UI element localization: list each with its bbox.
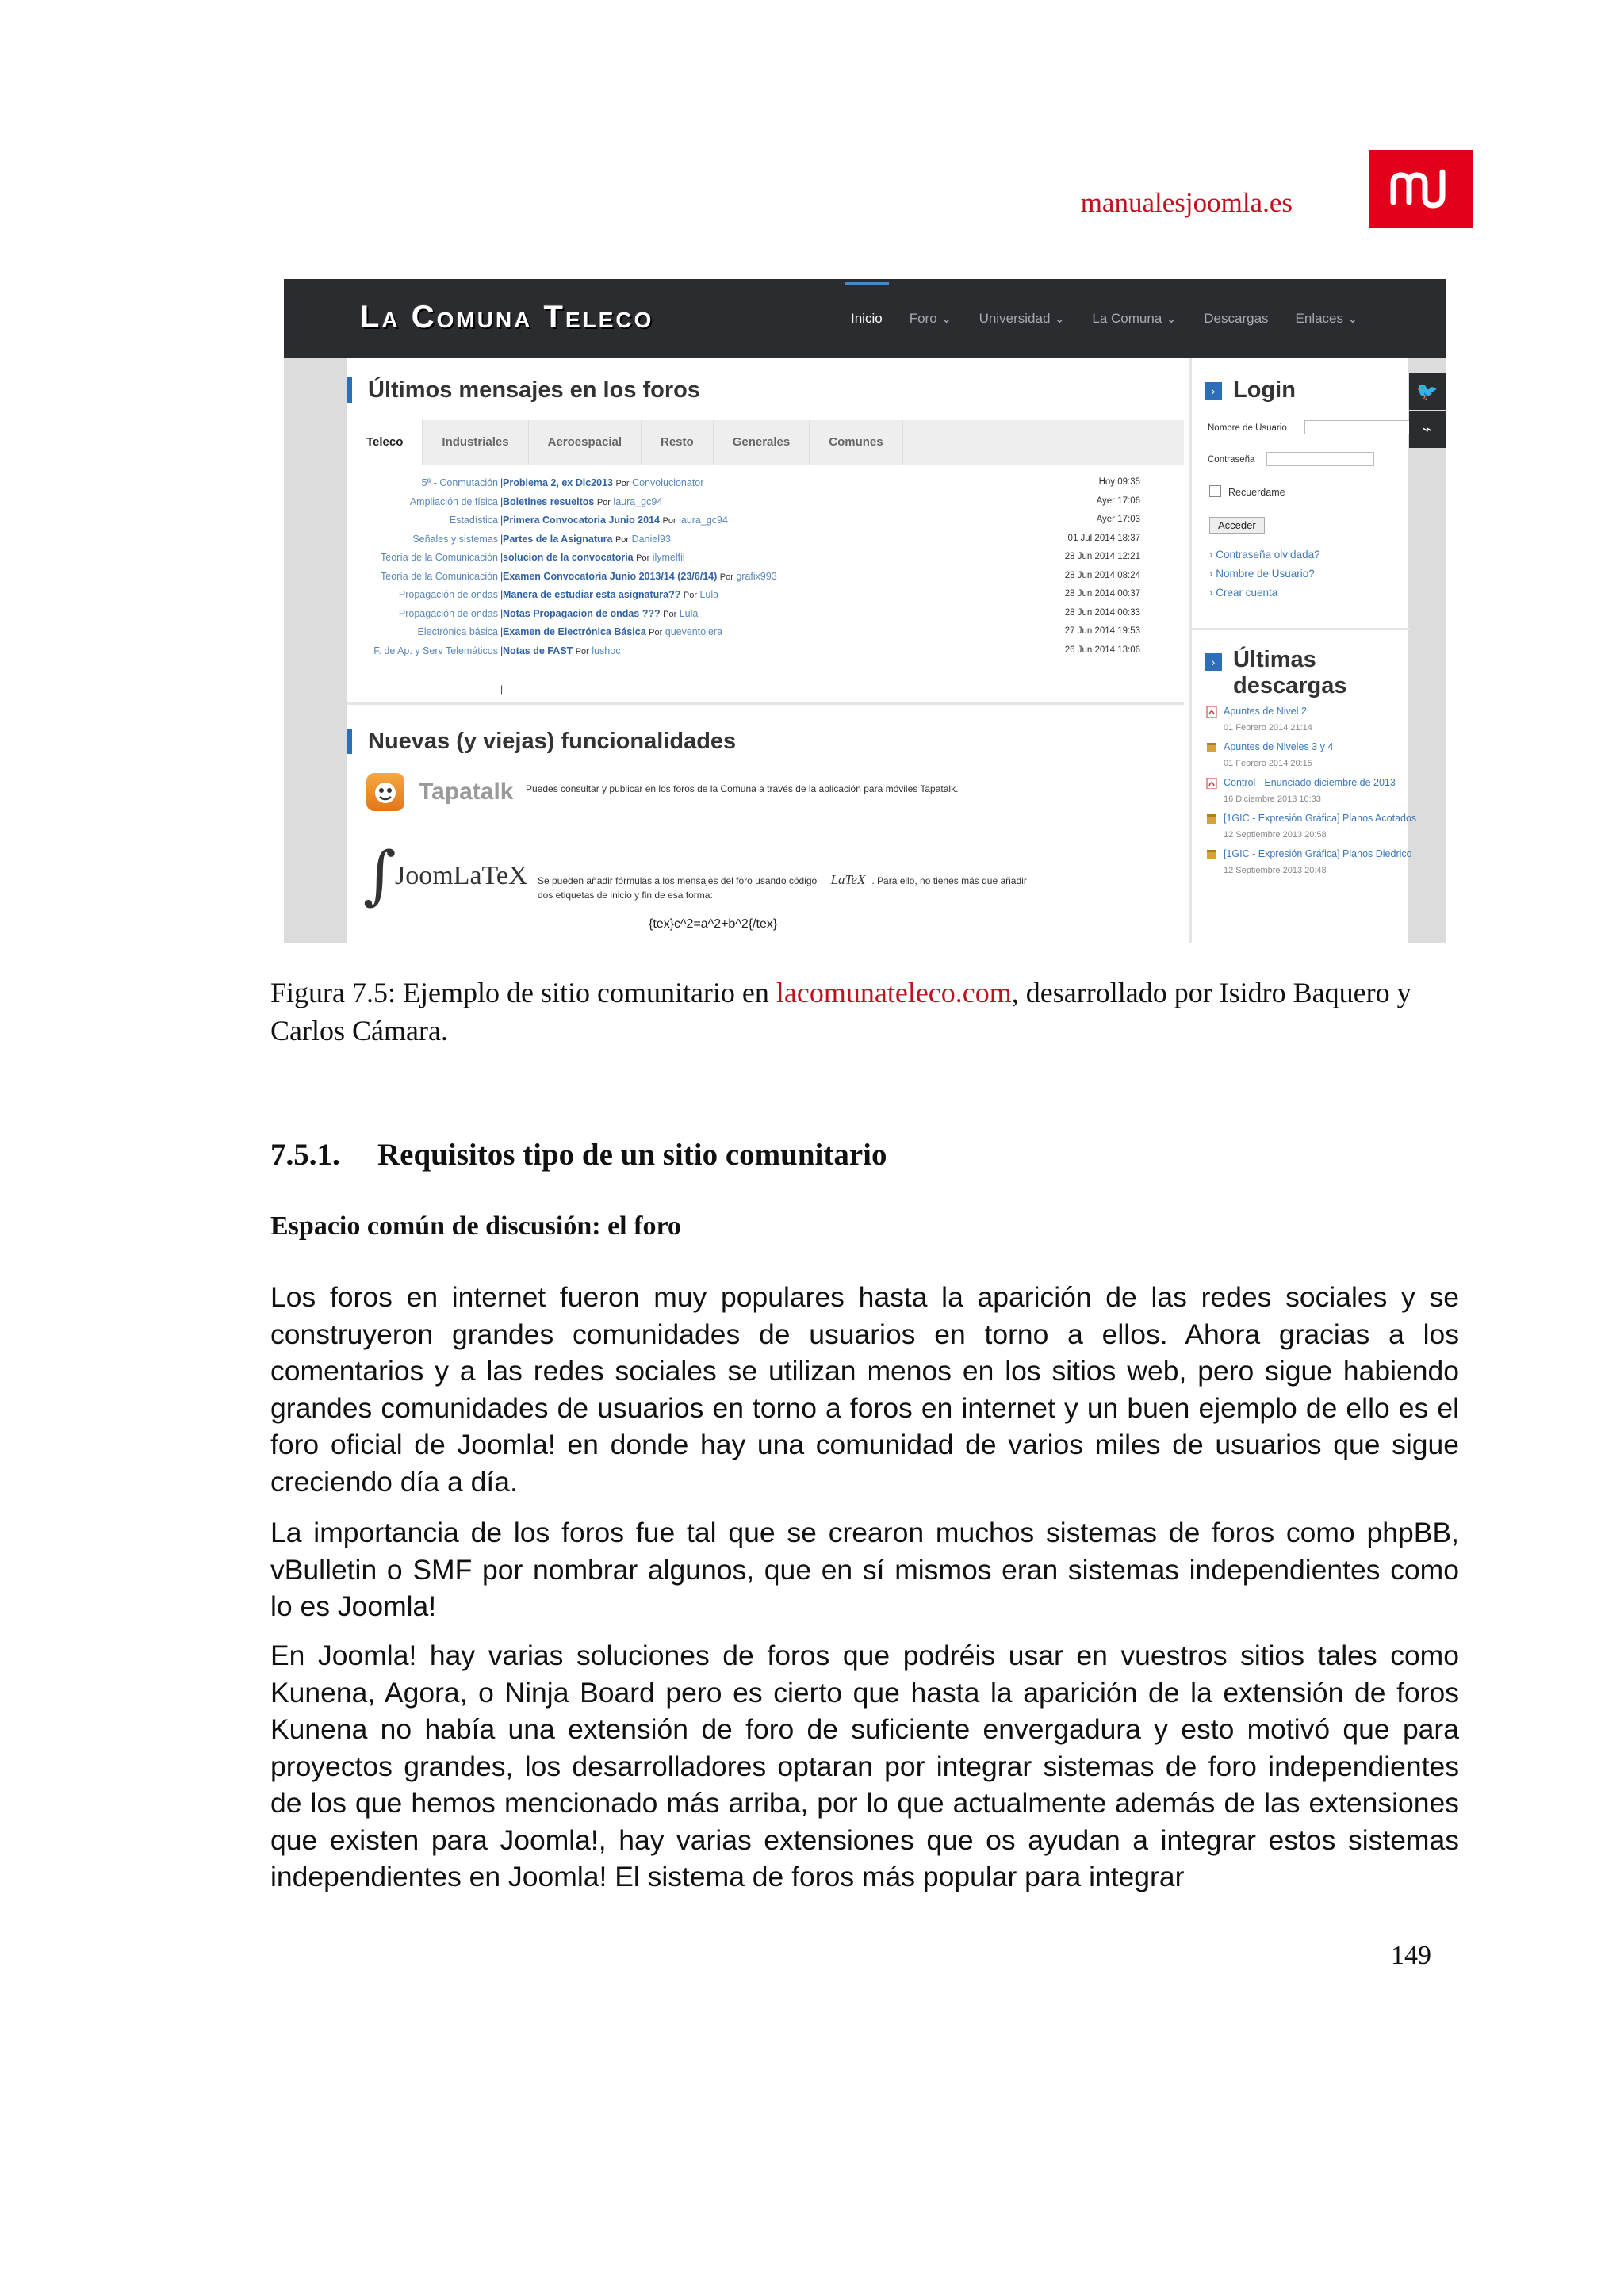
integral-icon: ∫ [363, 838, 396, 912]
forum-date: 28 Jun 2014 00:37 [1064, 589, 1140, 599]
archive-icon [1206, 849, 1217, 860]
download-title[interactable]: Control - Enunciado diciembre de 2013 [1224, 777, 1396, 788]
forum-topic[interactable]: Partes de la Asignatura Por Daniel93 [503, 533, 671, 545]
forum-user: Daniel93 [631, 533, 671, 545]
forum-user: queventolera [665, 626, 723, 637]
tapatalk-description: Puedes consultar y publicar en los foros de la Comuna a través de la aplicación para móviles Tapatalk. [526, 783, 959, 794]
forum-row[interactable]: Electrónica básica | Examen de Electrónica Básica Por queventolera 27 Jun 2014 19:53 [417, 626, 1140, 637]
nav-foro[interactable]: Foro ⌄ [909, 311, 952, 326]
forum-user: grafix993 [736, 570, 777, 582]
forum-category[interactable]: Estadística [449, 515, 498, 526]
forum-topic[interactable]: Examen de Electrónica Básica Por queventolera [503, 626, 723, 637]
forum-category[interactable]: F. de Ap. y Serv Telemáticos [373, 645, 498, 656]
forum-category[interactable]: Teoría de la Comunicación [381, 570, 498, 582]
forum-row[interactable]: F. de Ap. y Serv Telemáticos | Notas de FAST Por lushoc 26 Jun 2014 13:06 [373, 645, 1140, 656]
nav-inicio[interactable]: Inicio [851, 311, 883, 326]
tab-teleco[interactable]: Teleco [347, 420, 423, 465]
page-number: 149 [1391, 1941, 1431, 1970]
remember-checkbox[interactable] [1209, 485, 1221, 497]
twitter-icon: 🐦 [1416, 381, 1438, 401]
download-date: 12 Septiembre 2013 20:58 [1224, 830, 1327, 840]
paragraph-2: La importancia de los foros fue tal que se crearon muchos sistemas de foros como phpBB, vBulletin o SMF por nombrar algunos, que en sí mismos eran sistemas independientes como lo es Joomla! [270, 1517, 1459, 1622]
section-heading [270, 1137, 1460, 1173]
chevron-down-icon: ⌄ [1054, 311, 1066, 326]
nav-la-comuna[interactable]: La Comuna ⌄ [1092, 311, 1178, 326]
create-account-link[interactable]: › Crear cuenta [1209, 587, 1278, 599]
forum-date: Ayer 17:03 [1096, 515, 1140, 524]
chevron-down-icon: ⌄ [1166, 311, 1178, 326]
forum-date: 01 Jul 2014 18:37 [1067, 533, 1140, 543]
forum-row[interactable]: Estadística | Primera Convocatoria Junio 2014 Por laura_gc94 Ayer 17:03 [449, 515, 1140, 526]
remember-label: Recuerdame [1228, 487, 1285, 498]
caption-link[interactable]: lacomunateleco.com [776, 977, 1012, 1008]
paragraph-1: Los foros en internet fueron muy populares hasta la aparición de las redes sociales y se construyeron grandes comunidades de usuarios en torno a ellos. Ahora gracias a los comentarios y a las redes sociales se utilizan menos en los sitios web, pero sigue habiendo grandes comunidades de usuarios en torno a foros en internet y un buen ejemplo de ello es el foro oficial de Joomla! en donde hay una comunidad de varios miles de usuarios que sigue creciendo día a día. [270, 1281, 1459, 1498]
forum-user: laura_gc94 [613, 496, 663, 507]
tapatalk-name: Tapatalk [419, 779, 514, 805]
forum-row[interactable]: Propagación de ondas | Manera de estudiar esta asignatura?? Por Lula 28 Jun 2014 00:37 [398, 589, 1140, 600]
forum-topic[interactable]: Manera de estudiar esta asignatura?? Por Lula [503, 589, 719, 600]
rss-icon: ⌁ [1422, 421, 1433, 438]
forum-topic[interactable]: Problema 2, ex Dic2013 Por Convolucionator [503, 477, 704, 488]
mj-logo [1369, 150, 1473, 228]
forum-category[interactable]: Ampliación de física [409, 496, 498, 507]
download-title[interactable]: [1GIC - Expresión Gráfica] Planos Acotados [1224, 813, 1417, 824]
login-title: Login [1233, 377, 1296, 403]
download-title[interactable]: Apuntes de Niveles 3 y 4 [1224, 741, 1334, 752]
site-brand-logo[interactable]: La Comuna Teleco [360, 300, 654, 335]
joomlatex-name: JoomLaTeX [395, 861, 528, 890]
download-date: 12 Septiembre 2013 20:48 [1224, 866, 1327, 875]
forum-category[interactable]: Propagación de ondas [398, 589, 498, 600]
download-title[interactable]: [1GIC - Expresión Gráfica] Planos Diedrico [1224, 848, 1412, 859]
subsection-heading: Espacio común de discusión: el foro [270, 1211, 681, 1241]
tab-aeroespacial[interactable]: Aeroespacial [529, 420, 642, 465]
forum-row[interactable]: Teoría de la Comunicación | solucion de la convocatoria Por ilymelfil 28 Jun 2014 12:21 [381, 552, 1140, 563]
paragraph-3: En Joomla! hay varias soluciones de foros que podréis usar en vuestros sitios tales como Kunena, Agora, o Ninja Board pero es cierto que hasta la aparición de la extensión de foros Kunena no había una extensión de foro de suficiente envergadura y esto motivó que para proyectos grandes, los desarrolladores optaran por integrar sistemas de foro independientes de los que hemos mencionado más arriba, por lo que actualmente además de las extensiones que existen para Joomla!, hay varias extensiones que os ayudan a integrar estos sistemas independientes en Joomla! El sistema de foros más popular para integrar [270, 1640, 1459, 1892]
latex-description: Se pueden añadir fórmulas a los mensajes del foro usando código LaTeX . Para ello, no tienes más que añadir [538, 872, 1027, 887]
login-arrow-icon: › [1205, 382, 1222, 400]
forum-user: ilymelfil [652, 552, 685, 563]
site-name: manualesjoomla.es [1080, 187, 1293, 218]
figure-caption: Figura 7.5: Ejemplo de sitio comunitario en lacomunateleco.com, desarrollado por Isidro Baquero y Carlos Cámara. [270, 977, 1411, 1047]
forum-date: 26 Jun 2014 13:06 [1064, 645, 1140, 655]
forum-row[interactable]: 5ª - Conmutación | Problema 2, ex Dic2013 Por Convolucionator Hoy 09:35 [421, 477, 1140, 488]
username-label: Nombre de Usuario [1208, 423, 1287, 433]
section-title: Requisitos tipo de un sitio comunitario [377, 1138, 887, 1172]
archive-icon [1206, 813, 1217, 825]
download-date: 01 Febrero 2014 21:14 [1224, 723, 1312, 733]
login-submit-button[interactable]: Acceder [1209, 517, 1265, 534]
password-label: Contraseña [1208, 455, 1255, 465]
section-number: 7.5.1. [270, 1138, 340, 1172]
forum-user: laura_gc94 [679, 515, 728, 526]
pdf-icon [1206, 706, 1217, 718]
forum-topic[interactable]: Notas de FAST Por lushoc [503, 645, 621, 656]
forum-topic[interactable]: solucion de la convocatoria Por ilymelfil [503, 552, 685, 563]
forum-section-title: Últimos mensajes en los foros [347, 377, 700, 403]
forum-topic[interactable]: Examen Convocatoria Junio 2013/14 (23/6/14) Por grafix993 [503, 570, 777, 582]
download-title[interactable]: Apuntes de Nivel 2 [1224, 706, 1307, 717]
right-column [1189, 358, 1417, 943]
nav-descargas[interactable]: Descargas [1204, 311, 1269, 326]
site-top-bar [284, 279, 1446, 358]
mj-logo-icon [1369, 150, 1473, 228]
forum-category[interactable]: Propagación de ondas [398, 607, 498, 619]
section-divider [347, 702, 1184, 705]
forgot-password-link[interactable]: › Contraseña olvidada? [1209, 549, 1320, 561]
rss-button[interactable] [1409, 411, 1446, 448]
forum-category[interactable]: 5ª - Conmutación [421, 477, 498, 488]
forum-row[interactable]: Señales y sistemas | Partes de la Asignatura Por Daniel93 01 Jul 2014 18:37 [412, 533, 1140, 545]
forum-topic[interactable]: Notas Propagacion de ondas ??? Por Lula [503, 607, 699, 619]
forum-user: lushoc [592, 645, 621, 656]
forum-user: Lula [699, 589, 719, 600]
username-input[interactable] [1304, 420, 1412, 434]
tab-generales[interactable]: Generales [714, 420, 810, 465]
forum-date: 28 Jun 2014 12:21 [1064, 552, 1140, 561]
downloads-arrow-icon: › [1205, 653, 1222, 671]
left-column: Últimos mensajes en los foros Teleco Industriales Aeroespacial Resto Generales Comunes 5ª - Conmutación | Problema 2, ex Dic2013 Por Convolucionator Hoy 09:35 Ampliación de física | Boletines resueltos Por laura_gc94 Ayer 17:06 Estadística | Primera Convocatoria Junio 2014 Por laura_gc94 Ayer 17:03 Señales y sistemas | Partes de la Asignatura Por Daniel93 01 Jul 2014 18:37 Teoría de la Comunicación | solucion de la convocatoria Por ilymelfil 28 Jun 2014 12:21 Teoría de la Comunicación | Examen Convocatoria Junio 2013/14 (23/6/14) Por grafix993 28 Jun 2014 08:24 Propagación de ondas | Manera de estudiar esta asignatura?? Por Lula 28 Jun 2014 00:37 Propagación de ondas | Notas Propagacion de ondas ??? Por Lula 28 Jun 2014 00:33 Electrónica básica | Examen de Electrónica Básica Por queventolera 27 Jun 2014 19:53 F. de Ap. y Serv Telemáticos | Notas de FAST Por lushoc 26 Jun 2014 13:06 | Nuevas (y viejas) funcionalidades Tapatalk Puedes consultar y publicar en los foros de la Comuna a través de la aplicación para móviles Tapatalk. ∫ JoomLaTeX Se pueden añadir fórmulas a los mensajes del foro usando código LaTeX . Para ello, no tienes más que añadir dos etiquetas de inicio y fin de esa forma: {tex}c^2=a^2+b^2{/tex} [347, 358, 1184, 943]
forum-date: 28 Jun 2014 00:33 [1064, 607, 1140, 618]
forum-user: Lula [679, 607, 699, 619]
forum-date: 27 Jun 2014 19:53 [1064, 626, 1140, 636]
download-date: 16 Diciembre 2013 10:33 [1224, 794, 1321, 804]
archive-icon [1206, 742, 1217, 753]
chevron-down-icon: ⌄ [1346, 311, 1358, 326]
forum-row[interactable]: Teoría de la Comunicación | Examen Convocatoria Junio 2013/14 (23/6/14) Por grafix993 28 Jun 2014 08:24 [381, 570, 1140, 582]
site-main-content [347, 358, 1417, 943]
tab-comunes[interactable]: Comunes [810, 420, 902, 465]
forum-category[interactable]: Teoría de la Comunicación [381, 552, 498, 563]
tapatalk-logo-icon [366, 773, 404, 811]
forum-topic[interactable]: Boletines resueltos Por laura_gc94 [503, 496, 663, 507]
forum-row[interactable]: Ampliación de física | Boletines resueltos Por laura_gc94 Ayer 17:06 [409, 496, 1140, 507]
latex-description-2: dos etiquetas de inicio y fin de esa forma: [538, 890, 713, 901]
latex-example: {tex}c^2=a^2+b^2{/tex} [649, 917, 778, 931]
forum-category[interactable]: Señales y sistemas [412, 533, 498, 545]
forum-tabs [347, 420, 1184, 465]
download-date: 01 Febrero 2014 20:15 [1224, 759, 1312, 768]
forum-date: 28 Jun 2014 08:24 [1064, 570, 1140, 580]
nav-enlaces[interactable]: Enlaces ⌄ [1295, 311, 1358, 326]
forum-date: Hoy 09:35 [1098, 477, 1140, 487]
forum-row[interactable]: Propagación de ondas | Notas Propagacion de ondas ??? Por Lula 28 Jun 2014 00:33 [398, 607, 1140, 619]
chevron-down-icon: ⌄ [940, 311, 952, 326]
main-nav [851, 279, 1385, 358]
forum-date: Ayer 17:06 [1096, 496, 1140, 506]
features-section-title: Nuevas (y viejas) funcionalidades [347, 729, 736, 754]
forgot-username-link[interactable]: › Nombre de Usuario? [1209, 568, 1315, 580]
nav-universidad[interactable]: Universidad ⌄ [979, 311, 1066, 326]
password-input[interactable] [1266, 452, 1374, 466]
sidebar-divider [1192, 628, 1410, 630]
figure-screenshot [284, 279, 1446, 943]
pdf-icon [1206, 778, 1217, 789]
forum-user: Convolucionator [632, 477, 704, 488]
twitter-button[interactable] [1409, 373, 1446, 410]
forum-category[interactable]: Electrónica básica [417, 626, 498, 637]
downloads-title: Últimas descargas [1233, 647, 1347, 698]
tab-resto[interactable]: Resto [642, 420, 714, 465]
tab-industriales[interactable]: Industriales [423, 420, 528, 465]
forum-topic[interactable]: Primera Convocatoria Junio 2014 Por laura_gc94 [503, 515, 728, 526]
